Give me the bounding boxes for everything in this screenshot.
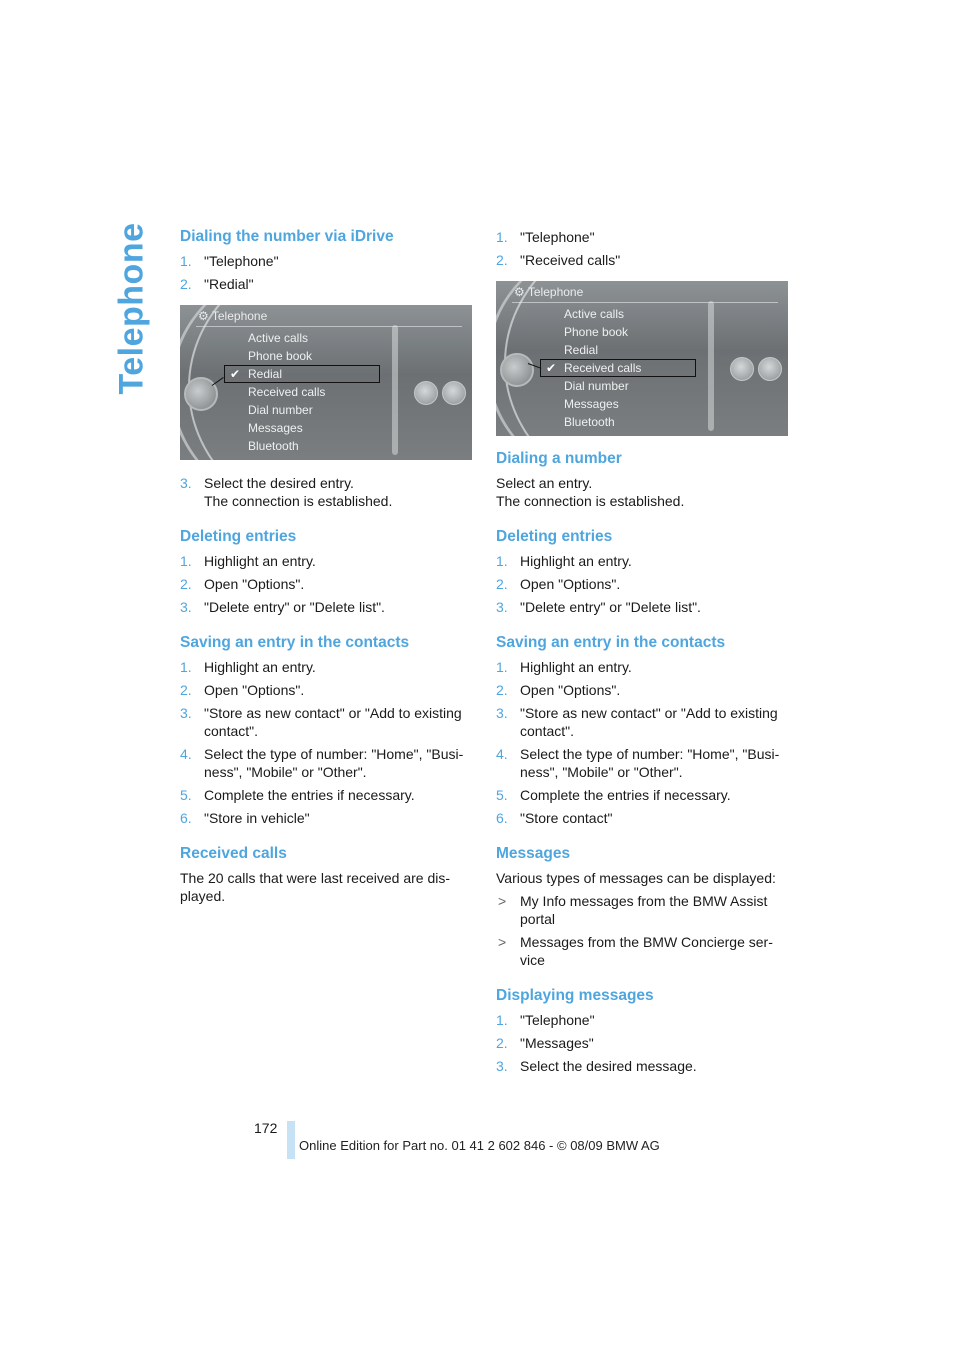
menu-item: Active calls — [248, 331, 309, 345]
menu-item: Phone book — [564, 325, 629, 339]
step-item: 1. "Telephone" — [496, 1012, 595, 1028]
step-list — [496, 1011, 790, 1075]
check-icon: ✔ — [546, 361, 557, 375]
menu-item: Dial number — [564, 379, 629, 393]
step-item: 5. Complete the entries if necessary. — [496, 787, 731, 803]
step-list — [180, 252, 474, 293]
footer-bar — [287, 1121, 295, 1159]
step-item: 3. Select the desired entry. The connection is established. — [180, 475, 393, 509]
step-list — [496, 228, 790, 269]
menu-item: Redial — [564, 343, 599, 357]
step-item: 6. "Store contact" — [496, 810, 613, 826]
left-column — [180, 228, 474, 910]
step-item: 2. "Messages" — [496, 1035, 594, 1051]
step-list — [180, 474, 474, 510]
arrow-icon: > — [498, 893, 507, 909]
section-deleting-entries — [180, 528, 474, 616]
idrive-screenshot-received-calls — [496, 281, 788, 436]
step-list — [180, 552, 474, 616]
section-heading: Saving an entry in the contacts — [180, 634, 410, 651]
bullet-item: > Messages from the BMW Concierge ser-vice — [498, 934, 773, 968]
chapter-tab — [110, 222, 154, 394]
menu-item: Received calls — [248, 385, 326, 399]
step-item: 3. "Store as new contact" or "Add to existing contact". — [180, 705, 462, 739]
section-saving-entry — [496, 634, 790, 827]
screen-menu — [546, 305, 642, 431]
section-heading: Dialing the number via iDrive — [180, 228, 394, 245]
menu-item: Phone book — [248, 349, 313, 363]
step-item: 2. "Redial" — [180, 276, 254, 292]
section-heading: Saving an entry in the contacts — [496, 634, 726, 651]
step-item: 3. Select the desired message. — [496, 1058, 697, 1074]
footer-text: Online Edition for Part no. 01 41 2 602 846 - © 08/09 BMW AG — [299, 1138, 660, 1153]
section-heading: Received calls — [180, 845, 287, 862]
step-item: 3. "Delete entry" or "Delete list". — [180, 599, 385, 615]
section-received-calls — [180, 845, 474, 905]
menu-item: Active calls — [564, 307, 625, 321]
section-heading: Deleting entries — [496, 528, 613, 545]
globe-icon — [414, 381, 438, 405]
section-heading: Deleting entries — [180, 528, 297, 545]
section-displaying-messages — [496, 987, 790, 1075]
section-heading: Dialing a number — [496, 450, 622, 467]
step-item: 1. Highlight an entry. — [180, 553, 316, 569]
step-item: 5. Complete the entries if necessary. — [180, 787, 415, 803]
step-item: 2. "Received calls" — [496, 252, 621, 268]
contact-icon — [758, 357, 782, 381]
idrive-screenshot-redial — [180, 305, 472, 460]
menu-item-selected: ✔ Received calls — [564, 359, 641, 377]
step-item: 4. Select the type of number: "Home", "Busi-ness", "Mobile" or "Other". — [180, 746, 464, 780]
controller-knob-icon — [184, 377, 218, 411]
step-item: 1. "Telephone" — [496, 229, 595, 245]
section-messages — [496, 845, 790, 969]
paragraph: The 20 calls that were last received are dis-played. — [180, 870, 451, 904]
menu-item: Bluetooth — [564, 415, 615, 429]
menu-item: Bluetooth — [248, 439, 299, 453]
step-item: 3. "Delete entry" or "Delete list". — [496, 599, 701, 615]
step-list — [496, 552, 790, 616]
section-deleting-entries — [496, 528, 790, 616]
menu-item-selected: ✔ Redial — [248, 365, 325, 383]
step-item: 6. "Store in vehicle" — [180, 810, 310, 826]
check-icon: ✔ — [230, 367, 241, 381]
scroll-arc — [708, 301, 714, 431]
arrow-icon: > — [498, 934, 507, 950]
step-list — [180, 658, 474, 827]
step-item: 2. Open "Options". — [180, 682, 305, 698]
section-heading: Messages — [496, 845, 571, 862]
chapter-title: Telephone — [112, 222, 151, 394]
menu-item: Messages — [564, 397, 619, 411]
step-list — [496, 658, 790, 827]
screen-header: ⚙ Telephone — [198, 309, 268, 323]
paragraph: Various types of messages can be displayed: — [496, 870, 776, 886]
step-item: 2. Open "Options". — [180, 576, 305, 592]
scroll-arc — [392, 325, 398, 455]
bullet-item: > My Info messages from the BMW Assist portal — [498, 893, 768, 927]
section-dialing-idrive — [180, 228, 474, 293]
paragraph: Select an entry. — [496, 475, 593, 491]
section-saving-entry — [180, 634, 474, 827]
menu-item: Messages — [248, 421, 303, 435]
paragraph: The connection is established. — [496, 493, 685, 509]
bullet-list — [496, 892, 790, 969]
section-heading: Displaying messages — [496, 987, 654, 1004]
contact-icon — [442, 381, 466, 405]
menu-item: Dial number — [248, 403, 313, 417]
screen-menu — [230, 329, 326, 455]
step-item: 1. Highlight an entry. — [180, 659, 316, 675]
step-item: 4. Select the type of number: "Home", "Busi-ness", "Mobile" or "Other". — [496, 746, 780, 780]
section-dialing-number — [496, 450, 790, 510]
step-item: 1. Highlight an entry. — [496, 553, 632, 569]
step-item: 3. "Store as new contact" or "Add to existing contact". — [496, 705, 778, 739]
screen-header: ⚙ Telephone — [514, 285, 584, 299]
step-item: 2. Open "Options". — [496, 576, 621, 592]
globe-icon — [730, 357, 754, 381]
step-item: 1. "Telephone" — [180, 253, 279, 269]
page-number: 172 — [254, 1120, 278, 1136]
right-column — [496, 228, 790, 1080]
step-item: 2. Open "Options". — [496, 682, 621, 698]
controller-knob-icon — [500, 353, 534, 387]
step-item: 1. Highlight an entry. — [496, 659, 632, 675]
